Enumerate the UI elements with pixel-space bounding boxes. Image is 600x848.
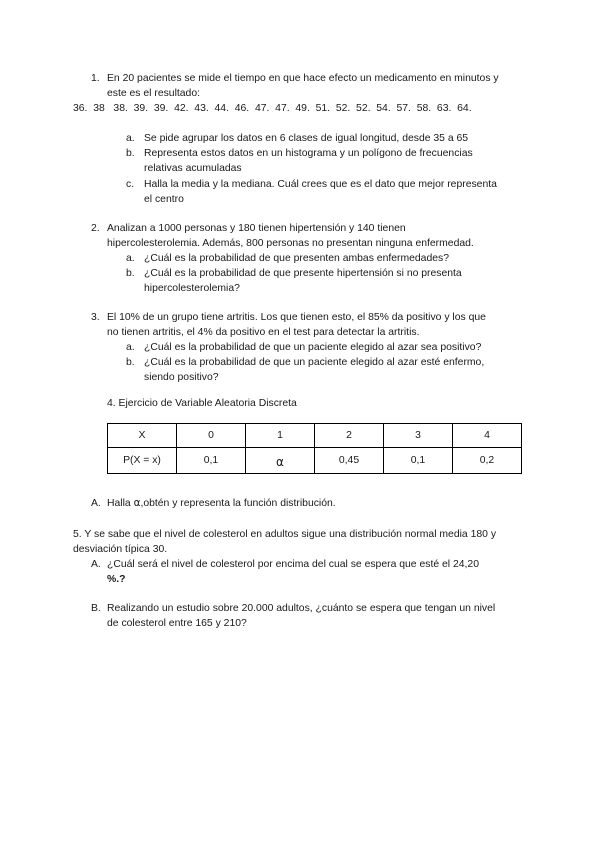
- q2-number: 2.: [91, 223, 100, 234]
- q5-A-line1: ¿Cuál será el nivel de colesterol por encima del cual se espera que esté el 24,20: [107, 559, 479, 570]
- q5-A-marker: A.: [91, 559, 101, 570]
- q5-intro-line1: 5. Y se sabe que el nivel de colesterol en adultos sigue una distribución normal media 180 y: [73, 529, 497, 540]
- table-cell: P(X = x): [108, 448, 177, 474]
- q1-c-line1: Halla la media y la mediana. Cuál crees que es el dato que mejor representa: [144, 179, 497, 190]
- q4-A-text-post: ,obtén y representa la función distribución.: [140, 498, 336, 509]
- alpha-symbol: α: [276, 454, 284, 469]
- table-row: [108, 448, 522, 474]
- q3-b-line1: ¿Cuál es la probabilidad de que un paciente elegido al azar esté enfermo,: [144, 357, 485, 368]
- probability-table: [107, 423, 522, 474]
- table-cell: X: [108, 424, 177, 448]
- q1-a-text: Se pide agrupar los datos en 6 clases de igual longitud, desde 35 a 65: [144, 133, 469, 144]
- q5-intro-line2: desviación típica 30.: [73, 544, 168, 555]
- table-cell: 0,2: [453, 448, 522, 474]
- q3-b-marker: b.: [126, 357, 135, 368]
- q3-intro-line1: El 10% de un grupo tiene artritis. Los que tienen esto, el 85% da positivo y los que: [107, 312, 486, 323]
- q2-b-line1: ¿Cuál es la probabilidad de que presente hipertensión si no presenta: [144, 268, 462, 279]
- table-cell: 0,1: [177, 448, 246, 474]
- q5-B-line2: de colesterol entre 165 y 210?: [107, 618, 247, 629]
- q4-A-text: [107, 496, 336, 511]
- q1-number: 1.: [91, 73, 100, 84]
- q2-a-marker: a.: [126, 253, 135, 264]
- table-row: [108, 424, 522, 448]
- q4-A-text-pre: Halla: [107, 498, 134, 509]
- q2-intro-line2: hipercolesterolemia. Además, 800 personas no presentan ninguna enfermedad.: [107, 238, 474, 249]
- q5-A-line2: %.?: [107, 574, 126, 585]
- q5-B-marker: B.: [91, 603, 101, 614]
- q2-intro-line1: Analizan a 1000 personas y 180 tienen hipertensión y 140 tienen: [107, 223, 406, 234]
- table-cell: 0,1: [384, 448, 453, 474]
- q4-title: 4. Ejercicio de Variable Aleatoria Discreta: [107, 398, 297, 409]
- table-cell: 0: [177, 424, 246, 448]
- q4-A-marker: A.: [91, 498, 101, 509]
- q4-A-alpha: α: [133, 497, 141, 509]
- table-cell: 0,45: [315, 448, 384, 474]
- table-cell: 3: [384, 424, 453, 448]
- table-cell: [246, 448, 315, 474]
- q5-B-line1: Realizando un estudio sobre 20.000 adultos, ¿cuánto se espera que tengan un nivel: [107, 603, 496, 614]
- q3-a-marker: a.: [126, 342, 135, 353]
- q2-b-line2: hipercolesterolemia?: [144, 283, 240, 294]
- table-cell: 1: [246, 424, 315, 448]
- q1-b-marker: b.: [126, 148, 135, 159]
- q2-a-text: ¿Cuál es la probabilidad de que presenten ambas enfermedades?: [144, 253, 449, 264]
- q3-intro-line2: no tienen artritis, el 4% da positivo en el test para detectar la artritis.: [107, 327, 420, 338]
- q1-intro-line2: este es el resultado:: [107, 88, 200, 99]
- q1-c-marker: c.: [126, 179, 135, 190]
- q2-b-marker: b.: [126, 268, 135, 279]
- q3-b-line2: siendo positivo?: [144, 372, 219, 383]
- table-cell: 4: [453, 424, 522, 448]
- q1-data-values: 36. 38 38. 39. 39. 42. 43. 44. 46. 47. 47. 49. 51. 52. 52. 54. 57. 58. 63. 64.: [73, 103, 472, 114]
- table-cell: 2: [315, 424, 384, 448]
- q1-a-marker: a.: [126, 133, 135, 144]
- q1-b-line1: Representa estos datos en un histograma y un polígono de frecuencias: [144, 148, 473, 159]
- q1-intro-line1: En 20 pacientes se mide el tiempo en que hace efecto un medicamento en minutos y: [107, 73, 499, 84]
- q1-c-line2: el centro: [144, 194, 184, 205]
- q3-number: 3.: [91, 312, 100, 323]
- q1-b-line2: relativas acumuladas: [144, 163, 242, 174]
- q3-a-text: ¿Cuál es la probabilidad de que un paciente elegido al azar sea positivo?: [144, 342, 482, 353]
